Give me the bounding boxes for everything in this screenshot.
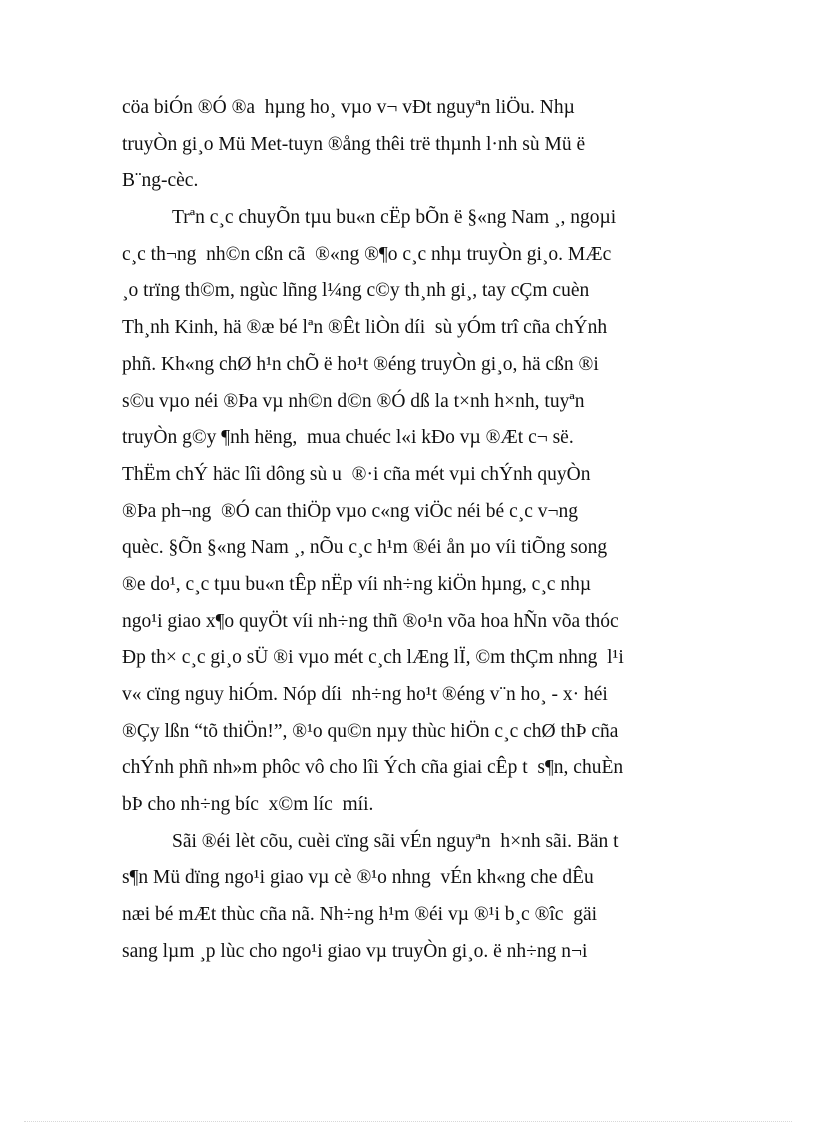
text-line: v« cïng nguy hiÓm. Nóp díi nh÷ng ho¹t ®éng v¨n ho¸ - x· héi [122, 684, 608, 705]
text-line: truyÒn gi¸o Mü Met-tuyn ®ång thêi trë thµnh l·nh sù Mü ë [122, 133, 586, 155]
text-line: ®Çy lßn “tõ thiÖn!”, ®¹o qu©n nµy thùc hiÖn c¸c chØ thÞ cña [122, 720, 619, 742]
text-line: B¨ng-cèc. [122, 170, 199, 192]
text-line: phñ. Kh«ng chØ h¹n chÕ ë ho¹t ®éng truyÒn gi¸o, hä cßn ®i [122, 353, 599, 375]
text-line: quèc. §Õn §«ng Nam ¸, nÕu c¸c h¹m ®éi ån µo víi tiÕng song [122, 537, 608, 559]
text-line: Ðp th× c¸c gi¸o sÜ ®i vµo mét c¸ch lÆng lÏ, ©m thÇm nhng l¹i [122, 647, 624, 669]
text-line: s¶n Mü dïng ngo¹i giao vµ cè ®¹o nhng vÉn kh«ng che dÊu [122, 867, 594, 889]
text-line: ThËm chÝ häc lîi dông sù u ®·i cña mét vµi chÝnh quyÒn [122, 463, 591, 485]
text-line: s©u vµo néi ®Þa vµ nh©n d©n ®Ó dß la t×nh h×nh, tuyªn [122, 390, 585, 412]
text-line: cöa biÓn ®Ó ®a hµng ho¸ vµo v¬ vÐt nguyªn liÖu. Nhµ [122, 97, 575, 118]
paragraph-start-line: Trªn c¸c chuyÕn tµu bu«n cËp bÕn ë §«ng Nam ¸, ngoµi [172, 207, 617, 229]
text-line: ¸o trïng th©m, ngùc lñng l¼ng c©y th¸nh gi¸, tay cÇm cuèn [122, 280, 590, 302]
page-bottom-divider [24, 1121, 792, 1122]
text-line: næi bé mÆt thùc cña nã. Nh÷ng h¹m ®éi vµ ®¹i b¸c ®îc gäi [122, 904, 598, 926]
body-text [122, 90, 692, 971]
paragraph-start-line: Sãi ®éi lèt cõu, cuèi cïng sãi vÉn nguyªn h×nh sãi. Bän t [172, 830, 619, 852]
text-line: chÝnh phñ nh»m phôc vô cho lîi Ých cña giai cÊp t s¶n, chuÈn [122, 757, 624, 779]
text-line: truyÒn g©y ¶nh hëng, mua chuéc l«i kÐo vµ ®Æt c¬ së. [122, 427, 574, 449]
text-line: ngo¹i giao x¶o quyÖt víi nh÷ng thñ ®o¹n võa hoa hÑn võa thóc [122, 610, 619, 632]
text-line: c¸c th¬ng nh©n cßn cã ®«ng ®¶o c¸c nhµ truyÒn gi¸o. MÆc [122, 243, 612, 265]
text-line: Th¸nh Kinh, hä ®æ bé lªn ®Êt liÒn díi sù yÓm trî cña chÝnh [122, 317, 608, 339]
text-line: ®Þa ph¬ng ®Ó can thiÖp vµo c«ng viÖc néi bé c¸c v¬ng [122, 500, 579, 522]
text-line: bÞ cho nh÷ng bíc x©m líc míi. [122, 794, 374, 816]
text-line: sang lµm ¸p lùc cho ngo¹i giao vµ truyÒn gi¸o. ë nh÷ng n¬i [122, 940, 588, 962]
text-line: ®e do¹, c¸c tµu bu«n tÊp nËp víi nh÷ng kiÖn hµng, c¸c nhµ [122, 573, 592, 595]
